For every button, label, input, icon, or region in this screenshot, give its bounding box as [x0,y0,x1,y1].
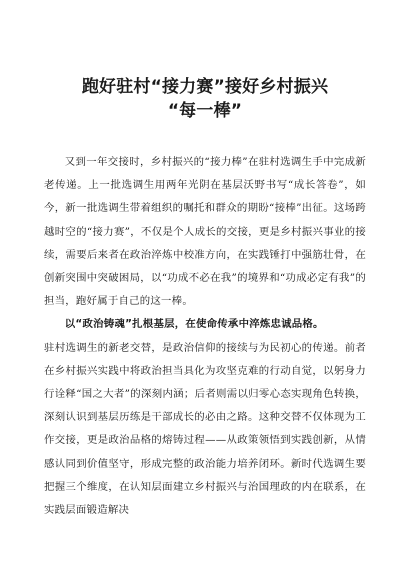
title-line-1: 跑好驻村“接力赛”接好乡村振兴 [81,77,329,97]
title-line-2: “每一棒” [167,101,243,121]
paragraph-2-body: 驻村选调生的新老交替，是政治信仰的接续与为民初心的传递。前者在乡村振兴实践中将政治担当具化为攻坚克难的行动自觉，以躬身力行诠释“国之大者”的深刻内涵；后者则需以归零心态实现角色转换，深刻认识到基层历练是干部成长的必由之路。这种交替不仅体现为工作交接，更是政治品格的熔铸过程——从政策领悟到实践创新，从情感认同到价值坚守，形成完整的政治能力培养闭环。新时代选调生要把握三个维度，在认知层面建立乡村振兴与治国理政的内在联系，在实践层面锻造解决 [44,341,366,517]
paragraph-2-heading: 以“政治铸魂”扎根基层，在使命传承中淬炼忠诚品格。 [64,318,324,331]
article-title [44,0,366,123]
article-body [44,151,366,522]
paragraph-2 [44,313,366,336]
paragraph-1: 又到一年交接时，乡村振兴的“接力棒”在驻村选调生手中完成新老传递。上一批选调生用两年光阴在基层沃野书写“成长答卷”，如今，新一批选调生带着组织的嘱托和群众的期盼“接棒”出征。这场跨越时空的“接力赛”，不仅是个人成长的交接，更是乡村振兴事业的接续，需要后来者在政治淬炼中校准方向，在实践锤打中强筋壮骨，在创新突围中突破困局，以“功成不必在我”的境界和“功成必定有我”的担当，跑好属于自己的这一棒。 [44,156,366,308]
